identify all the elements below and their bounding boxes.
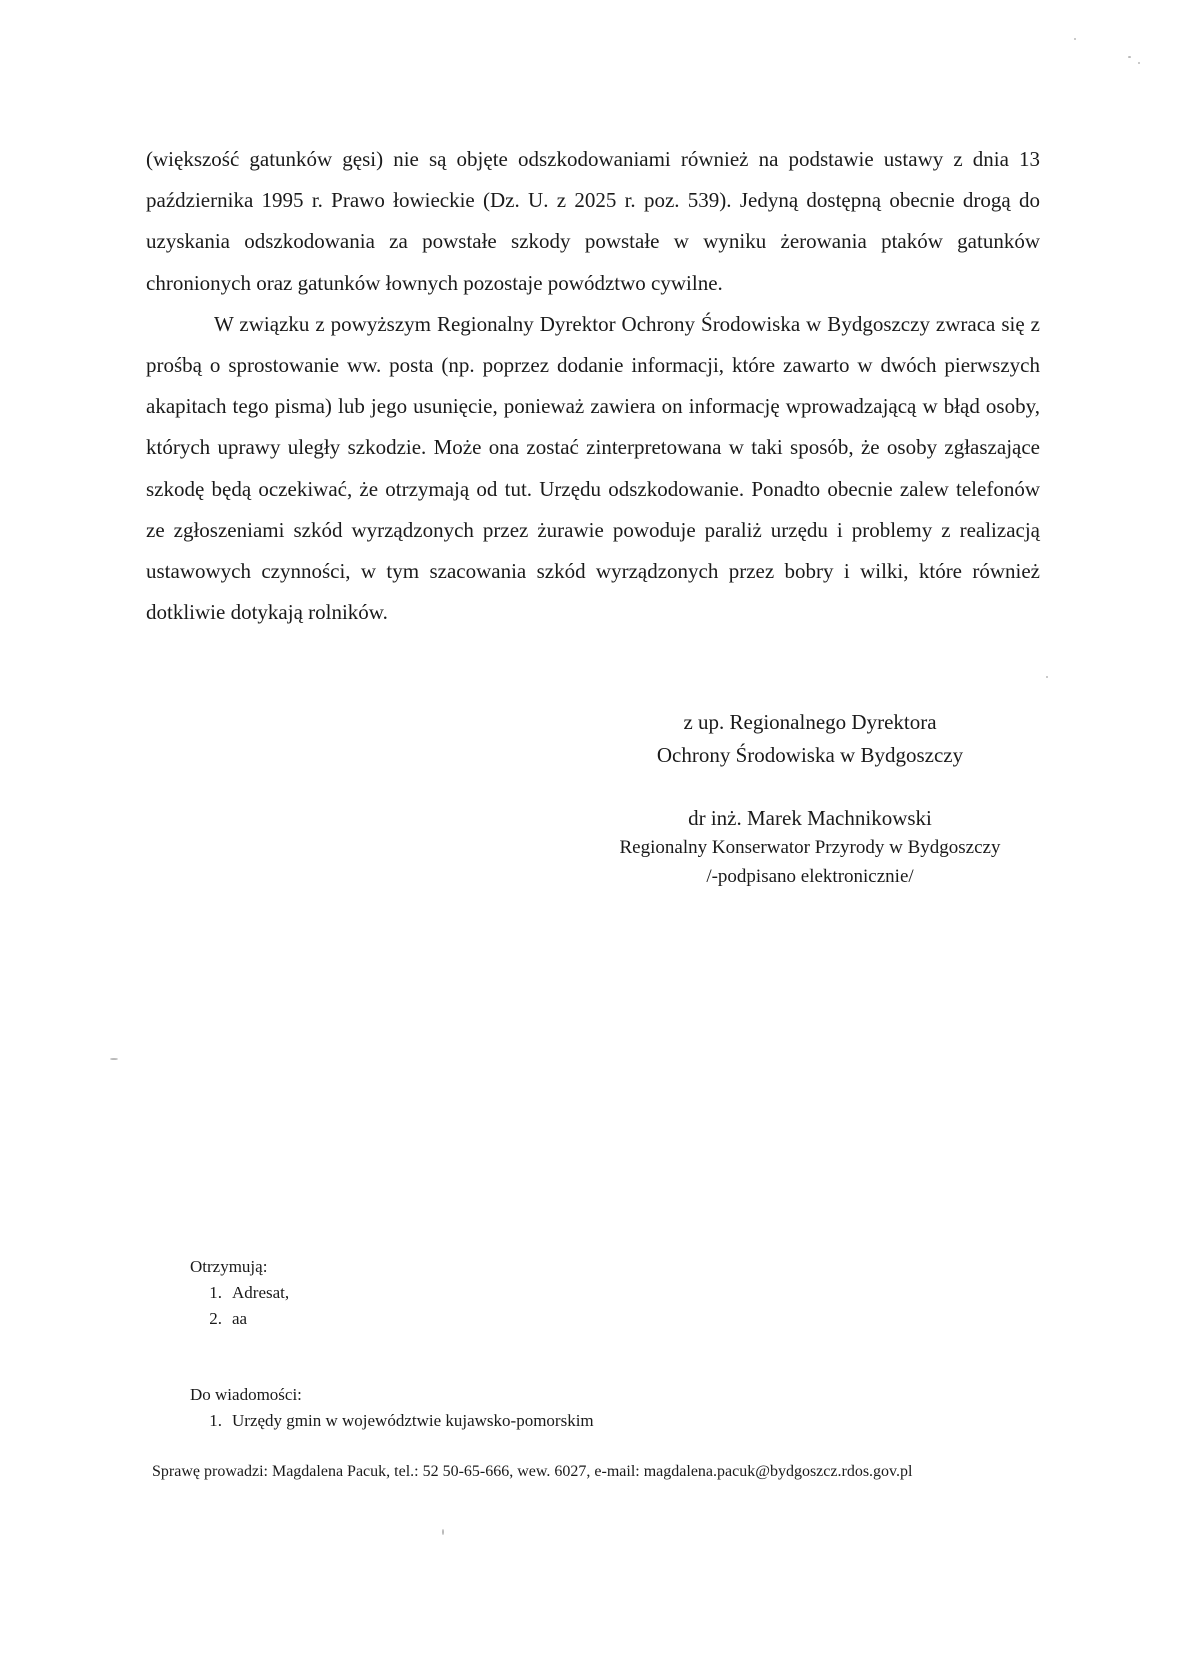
- on-behalf-line-2: Ochrony Środowiska w Bydgoszczy: [656, 743, 964, 767]
- list-item: [190, 1306, 289, 1332]
- signer-name: dr inż. Marek Machnikowski: [688, 806, 932, 830]
- list-number: 2.: [209, 1309, 222, 1328]
- recipients-section: [190, 1254, 289, 1332]
- recipients-heading: Otrzymują:: [190, 1257, 268, 1276]
- list-text: aa: [232, 1309, 248, 1328]
- signer-position: Regionalny Konserwator Przyrody w Bydgoszczy: [619, 837, 1001, 858]
- scan-speck: [442, 1529, 444, 1535]
- scan-speck: [1138, 62, 1140, 64]
- scan-speck: [1074, 38, 1076, 40]
- list-text: Adresat,: [232, 1283, 290, 1302]
- for-information-list: [190, 1408, 594, 1434]
- letter-body: [146, 139, 1040, 633]
- signer-block: [560, 803, 1060, 891]
- scan-speck: [1128, 56, 1131, 58]
- signature-on-behalf: [600, 706, 1020, 772]
- recipients-list: [190, 1280, 289, 1332]
- scan-speck: [110, 1058, 118, 1060]
- for-information-heading: Do wiadomości:: [190, 1385, 302, 1404]
- list-text: Urzędy gmin w województwie kujawsko-pomorskim: [232, 1411, 594, 1430]
- electronic-signature-note: /-podpisano elektronicznie/: [706, 866, 914, 887]
- list-item: [190, 1408, 594, 1434]
- for-information-section: [190, 1382, 594, 1434]
- list-item: [190, 1280, 289, 1306]
- on-behalf-line-1: z up. Regionalnego Dyrektora: [683, 710, 937, 734]
- body-paragraph-continuation: (większość gatunków gęsi) nie są objęte odszkodowaniami również na podstawie ustawy z dnia 13 października 1995 r. Prawo łowieckie (Dz. U. z 2025 r. poz. 539). Jedyną dostępną obecnie drogą do uzyskania odszkodowania za powstałe szkody powstałe w wyniku żerowania ptaków gatunków chronionych oraz gatunków łownych pozostaje powództwo cywilne.: [146, 147, 1040, 295]
- case-handler-line: Sprawę prowadzi: Magdalena Pacuk, tel.: 52 50-65-666, wew. 6027, e-mail: magdalena.pacuk@bydgoszcz.rdos.gov.pl: [152, 1463, 913, 1480]
- body-paragraph-request: W związku z powyższym Regionalny Dyrektor Ochrony Środowiska w Bydgoszczy zwraca się z prośbą o sprostowanie ww. posta (np. poprzez dodanie informacji, które zawarto w dwóch pierwszych akapitach tego pisma) lub jego usunięcie, ponieważ zawiera on informację wprowadzającą w błąd osoby, których uprawy uległy szkodzie. Może ona zostać zinterpretowana w taki sposób, że osoby zgłaszające szkodę będą oczekiwać, że otrzymają od tut. Urzędu odszkodowanie. Ponadto obecnie zalew telefonów ze zgłoszeniami szkód wyrządzonych przez żurawie powoduje paraliż urzędu i problemy z realizacją ustawowych czynności, w tym szacowania szkód wyrządzonych przez bobry i wilki, które również dotkliwie dotykają rolników.: [146, 311, 1040, 625]
- scan-speck: [1046, 676, 1048, 678]
- list-number: 1.: [209, 1411, 222, 1430]
- list-number: 1.: [209, 1283, 222, 1302]
